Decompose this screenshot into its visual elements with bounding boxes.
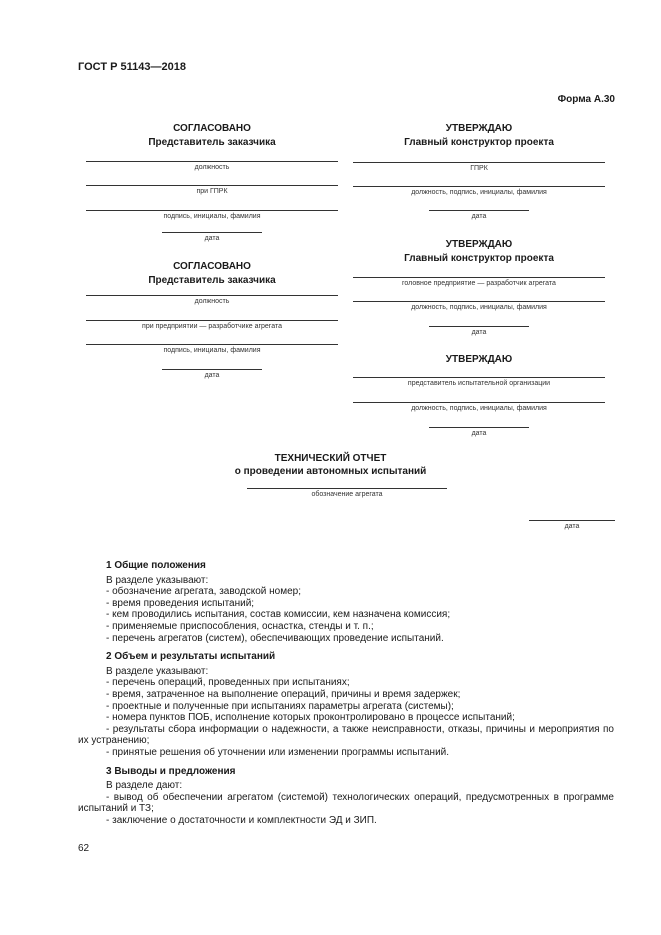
block-title: СОГЛАСОВАНО: [173, 123, 251, 134]
field-caption: подпись, инициалы, фамилия: [163, 347, 261, 354]
field-caption: головное предприятие — разработчик агрегата: [402, 280, 556, 287]
approval-block-customer-developer: [86, 260, 338, 385]
section-heading: 1 Общие положения: [106, 560, 206, 571]
section-heading: 3 Выводы и предложения: [106, 765, 236, 777]
field-caption: подпись, инициалы, фамилия: [163, 213, 261, 220]
field-caption: должность, подпись, инициалы, фамилия: [411, 304, 547, 311]
field-caption: ГПРК: [470, 165, 488, 172]
designation-line: [247, 488, 447, 489]
date-line: [162, 232, 262, 233]
date-line: [429, 326, 529, 327]
list-item: - вывод об обеспечении агрегатом (системой) технологических операций, предусмотренных в программе испытаний и ТЗ;: [78, 791, 614, 815]
date-line: [429, 427, 529, 428]
list-item: - время проведения испытаний;: [106, 597, 255, 609]
list-item: - кем проводились испытания, состав комиссии, кем назначена комиссия;: [106, 609, 451, 621]
block-title: УТВЕРЖДАЮ: [445, 354, 513, 365]
block-title: УТВЕРЖДАЮ: [445, 123, 513, 134]
list-item: - применяемые приспособления, оснастка, стенды и т. п.;: [106, 620, 374, 632]
field-caption: дата: [204, 372, 220, 379]
report-subtitle: о проведении автономных испытаний: [234, 466, 427, 477]
field-caption: дата: [471, 213, 487, 220]
list-item: - проектные и полученные при испытаниях параметры агрегата (системы);: [106, 700, 454, 712]
field-caption: дата: [471, 430, 487, 437]
approval-block-chief-designer-gprk: [353, 122, 605, 224]
section-intro: В разделе указывают:: [106, 574, 209, 586]
fill-line: [86, 295, 338, 296]
fill-line: [353, 402, 605, 403]
list-item: - перечень агрегатов (систем), обеспечивающих проведение испытаний.: [106, 632, 444, 644]
field-caption: дата: [471, 329, 487, 336]
field-caption: при ГПРК: [196, 188, 228, 195]
fill-line: [86, 210, 338, 211]
list-item: - заключение о достаточности и комплектности ЭД и ЗИП.: [106, 814, 377, 826]
section-intro: В разделе дают:: [106, 780, 183, 792]
section-heading: 2 Объем и результаты испытаний: [106, 651, 276, 663]
approval-block-chief-designer-developer: [353, 238, 605, 340]
designation-caption: обозначение агрегата: [311, 491, 383, 498]
date-line: [162, 369, 262, 370]
page-number: 62: [78, 843, 90, 854]
block-subtitle: Представитель заказчика: [148, 275, 276, 286]
block-title: УТВЕРЖДАЮ: [445, 239, 513, 250]
report-date-caption: дата: [564, 523, 580, 530]
fill-line: [353, 186, 605, 187]
list-item: - номера пунктов ПОБ, исполнение которых проконтролировано в процессе испытаний;: [106, 712, 515, 724]
report-title: ТЕХНИЧЕСКИЙ ОТЧЕТ: [274, 453, 387, 464]
block-subtitle: Главный конструктор проекта: [404, 137, 554, 148]
approval-block-test-organization: [353, 353, 605, 441]
report-date-line: [529, 520, 615, 521]
field-caption: должность, подпись, инициалы, фамилия: [411, 405, 547, 412]
report-body: [78, 553, 614, 826]
fill-line: [86, 185, 338, 186]
standard-number: ГОСТ Р 51143—2018: [78, 61, 186, 73]
fill-line: [353, 162, 605, 163]
form-number: Форма А.30: [557, 94, 615, 105]
fill-line: [86, 344, 338, 345]
fill-line: [353, 277, 605, 278]
field-caption: представитель испытательной организации: [407, 380, 551, 387]
section-intro: В разделе указывают:: [106, 665, 209, 677]
field-caption: должность: [194, 164, 230, 171]
list-item: - обозначение агрегата, заводской номер;: [106, 586, 301, 598]
block-subtitle: Представитель заказчика: [148, 137, 276, 148]
list-item: - принятые решения об уточнении или изменении программы испытаний.: [106, 746, 450, 758]
field-caption: при предприятии — разработчике агрегата: [142, 323, 282, 330]
field-caption: должность: [194, 298, 230, 305]
date-line: [429, 210, 529, 211]
field-caption: должность, подпись, инициалы, фамилия: [411, 189, 547, 196]
block-title: СОГЛАСОВАНО: [173, 261, 251, 272]
approval-block-customer-gprk: [86, 122, 338, 247]
field-caption: дата: [204, 235, 220, 242]
list-item: - перечень операций, проведенных при испытаниях;: [106, 677, 350, 689]
list-item: - время, затраченное на выполнение операций, причины и время задержек;: [106, 688, 461, 700]
list-item: - результаты сбора информации о надежности, а также неисправности, отказы, причины и мероприятия по их устранению;: [78, 723, 614, 747]
fill-line: [86, 161, 338, 162]
block-subtitle: Главный конструктор проекта: [404, 253, 554, 264]
fill-line: [353, 377, 605, 378]
fill-line: [86, 320, 338, 321]
fill-line: [353, 301, 605, 302]
